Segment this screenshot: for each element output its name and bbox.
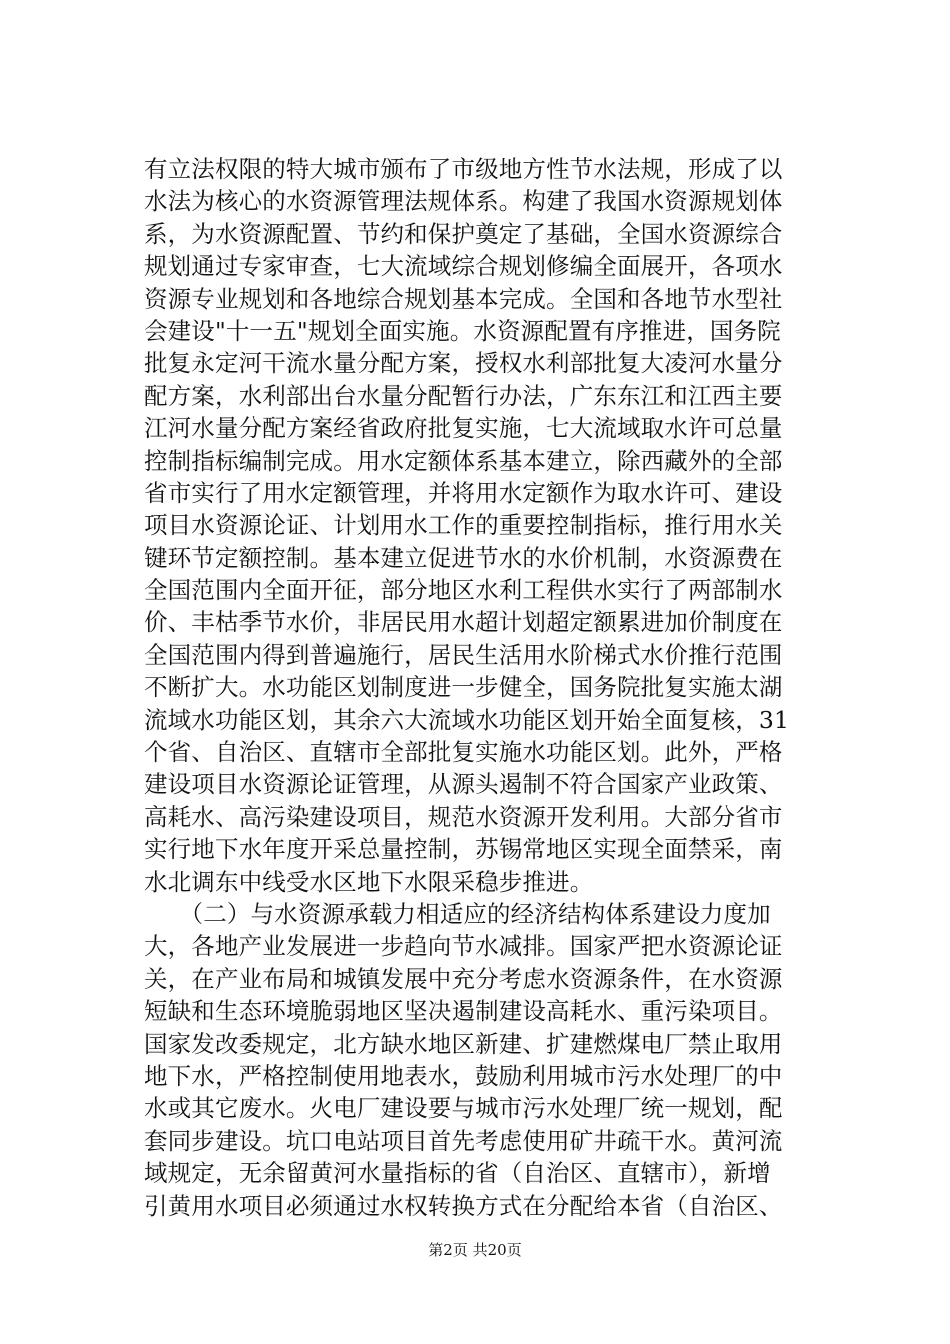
- text-line: 水北调东中线受水区地下水限采稳步推进。: [144, 867, 594, 896]
- text-line: 全国范围内得到普遍施行，居民生活用水阶梯式水价推行范围: [144, 640, 783, 669]
- text-line: 水或其它废水。火电厂建设要与城市污水处理厂统一规划，配: [144, 1094, 783, 1123]
- text-line: 价、丰枯季节水价，非居民用水超计划超定额累进加价制度在: [144, 608, 783, 637]
- text-line: 个省、自治区、直辖市全部批复实施水功能区划。此外，严格: [144, 738, 783, 767]
- body-text: [144, 153, 814, 1222]
- text-line: 键环节定额控制。基本建立促进节水的水价机制，水资源费在: [144, 543, 783, 572]
- text-line: 规划通过专家审查，七大流域综合规划修编全面展开，各项水: [144, 252, 783, 281]
- text-line: 全国范围内全面开征，部分地区水利工程供水实行了两部制水: [144, 576, 783, 605]
- text-line: 控制指标编制完成。用水定额体系基本建立，除西藏外的全部: [144, 446, 783, 475]
- text-line: 不断扩大。水功能区划制度进一步健全，国务院批复实施太湖: [144, 673, 783, 702]
- text-line: 批复永定河干流水量分配方案，授权水利部批复大凌河水量分: [144, 349, 783, 378]
- text-line: 会建设"十一五"规划全面实施。水资源配置有序推进，国务院: [144, 316, 781, 345]
- text-line: 江河水量分配方案经省政府批复实施，七大流域取水许可总量: [144, 414, 783, 443]
- text-line: 水法为核心的水资源管理法规体系。构建了我国水资源规划体: [144, 187, 783, 216]
- text-line: 国家发改委规定，北方缺水地区新建、扩建燃煤电厂禁止取用: [144, 1029, 783, 1058]
- page-footer: [0, 1240, 950, 1260]
- text-line: 省市实行了用水定额管理，并将用水定额作为取水许可、建设: [144, 478, 783, 507]
- text-line: 实行地下水年度开采总量控制，苏锡常地区实现全面禁采，南: [144, 835, 783, 864]
- text-line: 大，各地产业发展进一步趋向节水减排。国家严把水资源论证: [144, 932, 783, 961]
- text-line: 套同步建设。坑口电站项目首先考虑使用矿井疏干水。黄河流: [144, 1126, 783, 1155]
- text-line: 关，在产业布局和城镇发展中充分考虑水资源条件，在水资源: [144, 964, 783, 993]
- text-line: 配方案，水利部出台水量分配暂行办法，广东东江和江西主要: [144, 381, 783, 410]
- text-line: 地下水，严格控制使用地表水，鼓励利用城市污水处理厂的中: [144, 1061, 783, 1090]
- text-line: 有立法权限的特大城市颁布了市级地方性节水法规，形成了以: [144, 155, 783, 183]
- text-line: 系，为水资源配置、节约和保护奠定了基础，全国水资源综合: [144, 219, 783, 248]
- text-line: 高耗水、高污染建设项目，规范水资源开发利用。大部分省市: [144, 802, 783, 831]
- text-line: 资源专业规划和各地综合规划基本完成。全国和各地节水型社: [144, 284, 783, 313]
- page-number: 第2页 共20页: [428, 1241, 522, 1259]
- text-line: 建设项目水资源论证管理，从源头遏制不符合国家产业政策、: [144, 770, 783, 799]
- text-line: （二）与水资源承载力相适应的经济结构体系建设力度加: [144, 899, 771, 928]
- text-line: 引黄用水项目必须通过水权转换方式在分配给本省（自治区、: [144, 1191, 783, 1220]
- text-line: 流域水功能区划，其余六大流域水功能区划开始全面复核，31: [144, 705, 790, 734]
- text-line: 项目水资源论证、计划用水工作的重要控制指标，推行用水关: [144, 511, 783, 540]
- text-line: 短缺和生态环境脆弱地区坚决遏制建设高耗水、重污染项目。: [144, 997, 783, 1026]
- text-line: 域规定，无余留黄河水量指标的省（自治区、直辖市），新增: [144, 1159, 771, 1188]
